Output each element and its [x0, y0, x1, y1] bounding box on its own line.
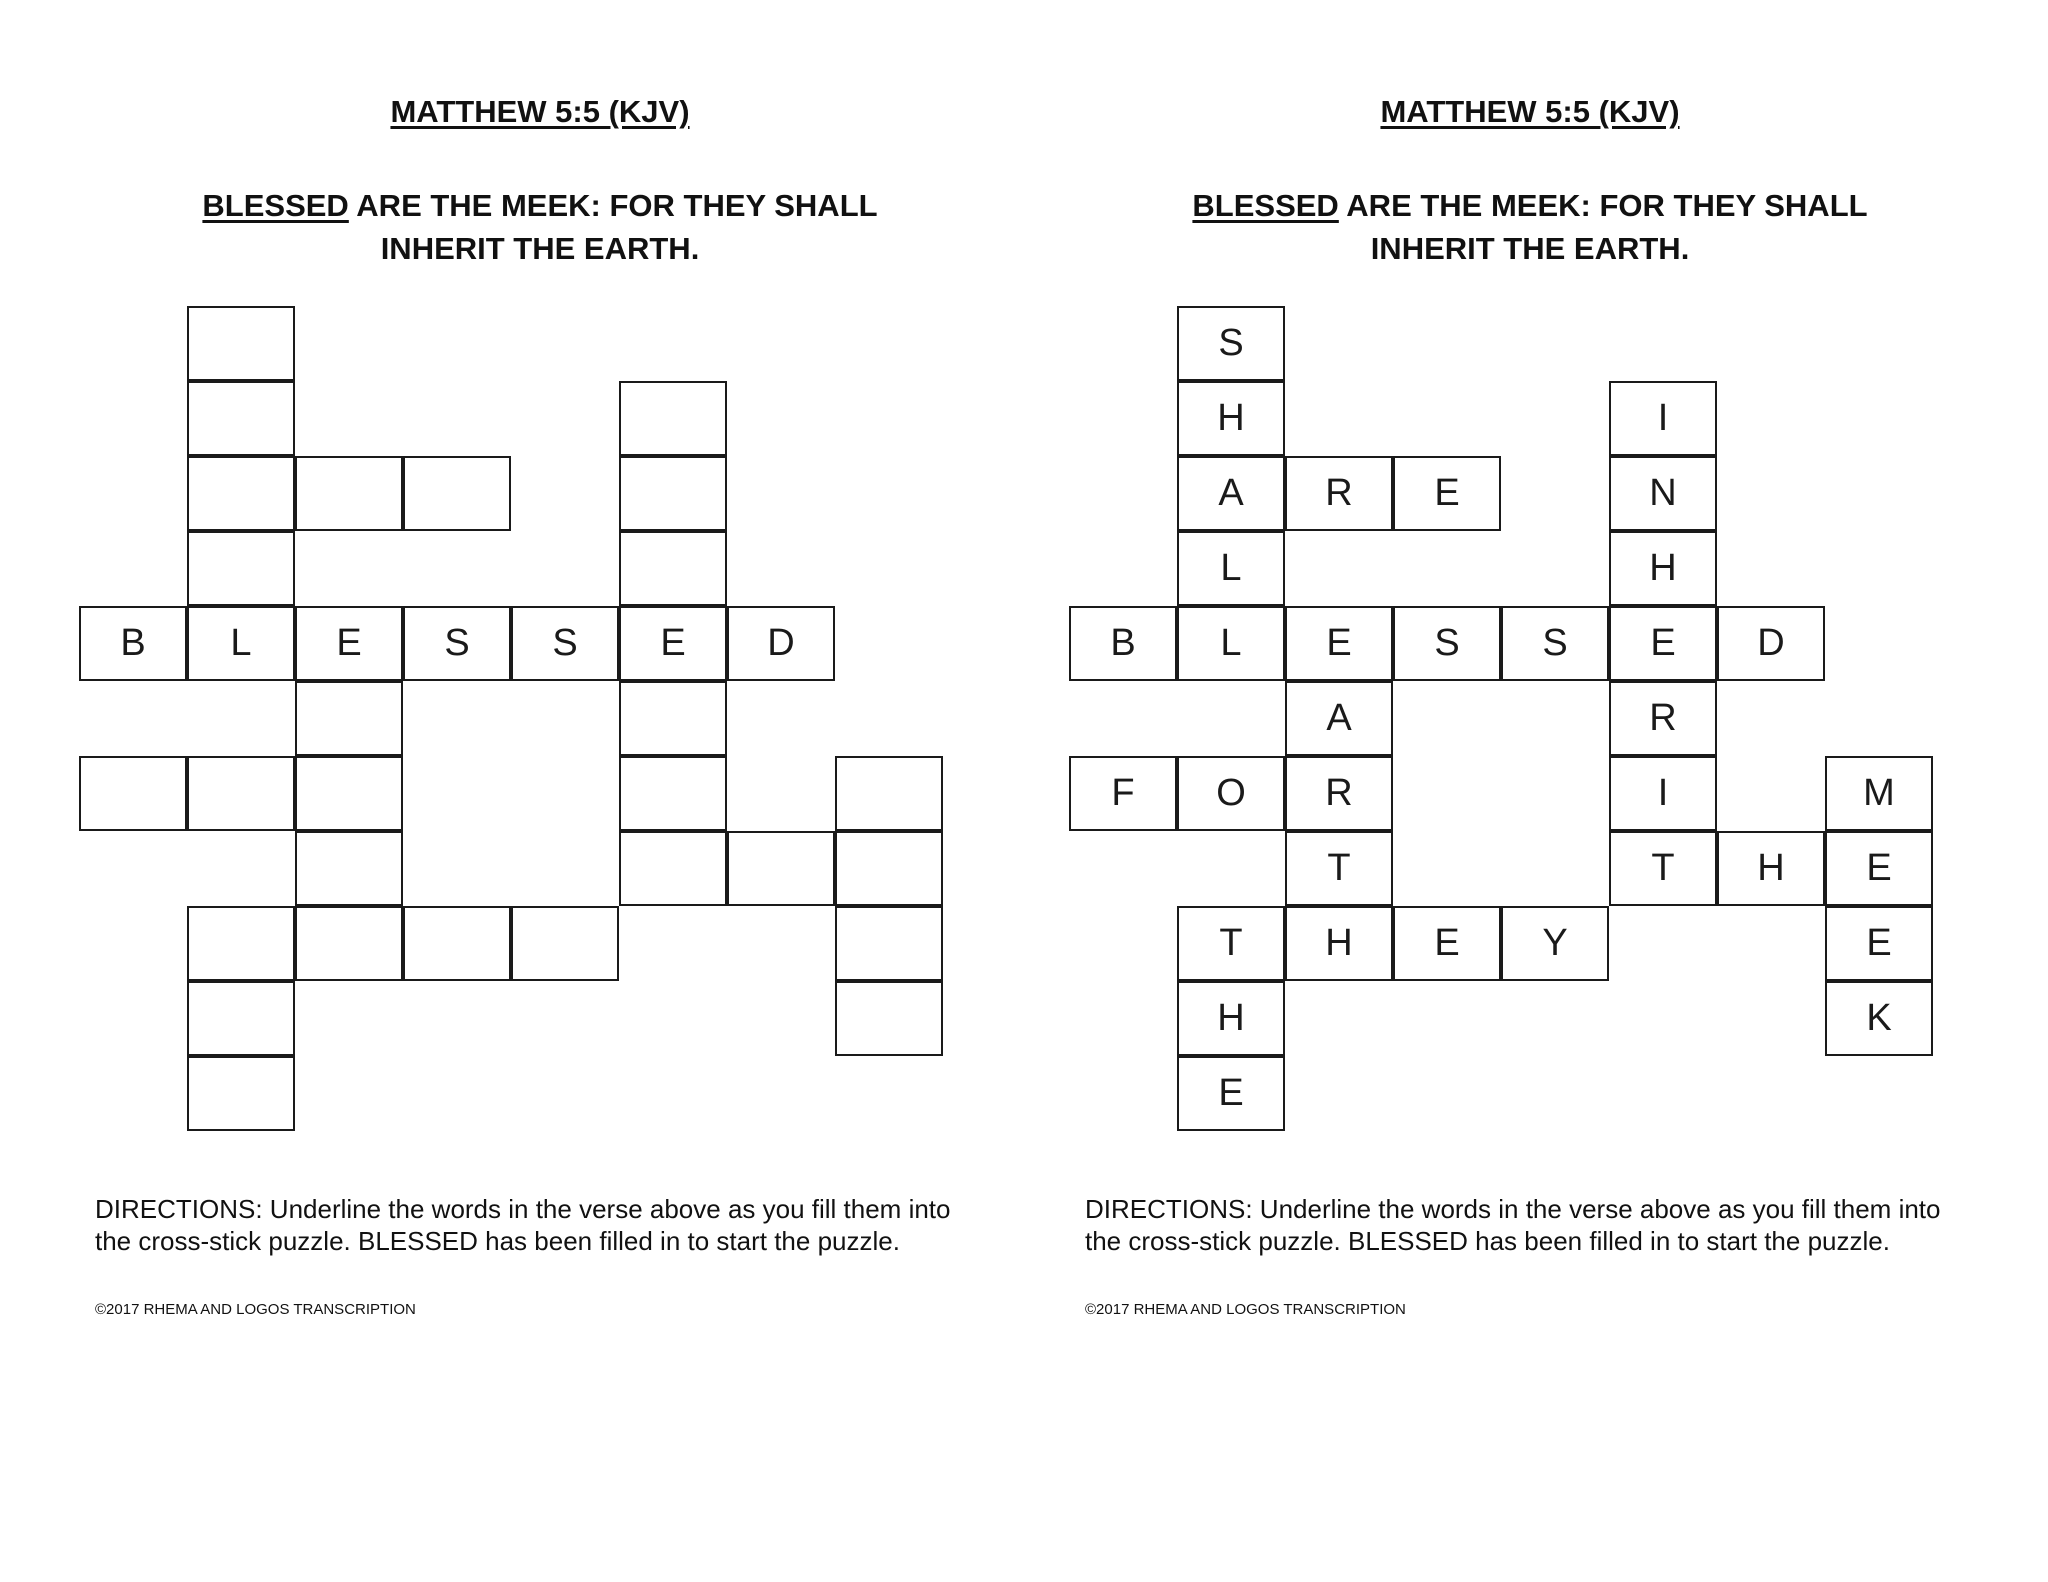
directions-line1: DIRECTIONS: Underline the words in the verse above as you fill them into: [95, 1194, 951, 1224]
grid-cell: F: [1069, 756, 1177, 831]
grid-cell: [295, 906, 403, 981]
verse-reference-title: MATTHEW 5:5 (KJV): [1380, 94, 1680, 129]
grid-cell: I: [1609, 381, 1717, 456]
crossword-grid: [0, 0, 990, 1200]
grid-cell: E: [1393, 456, 1501, 531]
grid-cell: [619, 681, 727, 756]
grid-cell: D: [1717, 606, 1825, 681]
directions-line2: the cross-stick puzzle. BLESSED has been filled in to start the puzzle.: [1085, 1226, 1890, 1256]
grid-cell: A: [1177, 456, 1285, 531]
grid-cell: E: [295, 606, 403, 681]
grid-cell: [835, 981, 943, 1056]
puzzle-panel-answer-key: [990, 0, 1980, 1582]
grid-cell: E: [1825, 906, 1933, 981]
grid-cell: S: [1177, 306, 1285, 381]
verse-underlined-word: BLESSED: [202, 188, 349, 223]
grid-cell: T: [1285, 831, 1393, 906]
grid-cell: Y: [1501, 906, 1609, 981]
verse-line1: ARE THE MEEK: FOR THEY SHALL: [1338, 188, 1868, 223]
grid-cell: S: [1393, 606, 1501, 681]
verse-reference-title: MATTHEW 5:5 (KJV): [390, 94, 690, 129]
grid-cell: [727, 831, 835, 906]
grid-cell: L: [187, 606, 295, 681]
verse-line1: ARE THE MEEK: FOR THEY SHALL: [348, 188, 878, 223]
grid-cell: E: [1177, 1056, 1285, 1131]
grid-cell: T: [1177, 906, 1285, 981]
grid-cell: D: [727, 606, 835, 681]
grid-cell: [835, 906, 943, 981]
grid-cell: B: [79, 606, 187, 681]
grid-cell: [295, 681, 403, 756]
grid-cell: [619, 831, 727, 906]
grid-cell: [295, 456, 403, 531]
grid-cell: [619, 756, 727, 831]
grid-cell: R: [1285, 456, 1393, 531]
grid-cell: H: [1177, 981, 1285, 1056]
grid-cell: T: [1609, 831, 1717, 906]
grid-cell: N: [1609, 456, 1717, 531]
grid-cell: S: [403, 606, 511, 681]
grid-cell: [79, 756, 187, 831]
grid-cell: [187, 381, 295, 456]
grid-cell: [403, 906, 511, 981]
directions-line2: the cross-stick puzzle. BLESSED has been filled in to start the puzzle.: [95, 1226, 900, 1256]
copyright-notice: ©2017 RHEMA AND LOGOS TRANSCRIPTION: [1085, 1301, 1406, 1318]
grid-cell: [295, 831, 403, 906]
verse-line2: INHERIT THE EARTH.: [1370, 231, 1690, 266]
grid-cell: H: [1285, 906, 1393, 981]
grid-cell: [835, 831, 943, 906]
grid-cell: S: [1501, 606, 1609, 681]
grid-cell: [619, 381, 727, 456]
grid-cell: E: [1393, 906, 1501, 981]
puzzle-panel-blank: [0, 0, 990, 1582]
grid-cell: K: [1825, 981, 1933, 1056]
directions-text: [95, 1193, 995, 1257]
grid-cell: R: [1285, 756, 1393, 831]
grid-cell: [187, 1056, 295, 1131]
grid-cell: [187, 906, 295, 981]
grid-cell: [295, 756, 403, 831]
grid-cell: [187, 456, 295, 531]
grid-cell: [619, 456, 727, 531]
grid-cell: A: [1285, 681, 1393, 756]
grid-cell: I: [1609, 756, 1717, 831]
directions-text: [1085, 1193, 1985, 1257]
grid-cell: H: [1717, 831, 1825, 906]
verse-underlined-word: BLESSED: [1192, 188, 1339, 223]
grid-cell: E: [1825, 831, 1933, 906]
grid-cell: H: [1177, 381, 1285, 456]
grid-cell: [187, 531, 295, 606]
grid-cell: H: [1609, 531, 1717, 606]
grid-cell: [403, 456, 511, 531]
verse-line2: INHERIT THE EARTH.: [380, 231, 700, 266]
grid-cell: E: [1285, 606, 1393, 681]
grid-cell: [619, 531, 727, 606]
grid-cell: E: [619, 606, 727, 681]
grid-cell: [511, 906, 619, 981]
grid-cell: L: [1177, 606, 1285, 681]
copyright-notice: ©2017 RHEMA AND LOGOS TRANSCRIPTION: [95, 1301, 416, 1318]
grid-cell: S: [511, 606, 619, 681]
grid-cell: [187, 756, 295, 831]
grid-cell: L: [1177, 531, 1285, 606]
grid-cell: [187, 981, 295, 1056]
grid-cell: E: [1609, 606, 1717, 681]
grid-cell: [187, 306, 295, 381]
grid-cell: O: [1177, 756, 1285, 831]
grid-cell: [835, 756, 943, 831]
grid-cell: B: [1069, 606, 1177, 681]
directions-line1: DIRECTIONS: Underline the words in the verse above as you fill them into: [1085, 1194, 1941, 1224]
grid-cell: R: [1609, 681, 1717, 756]
grid-cell: M: [1825, 756, 1933, 831]
crossword-grid: [990, 0, 1980, 1200]
